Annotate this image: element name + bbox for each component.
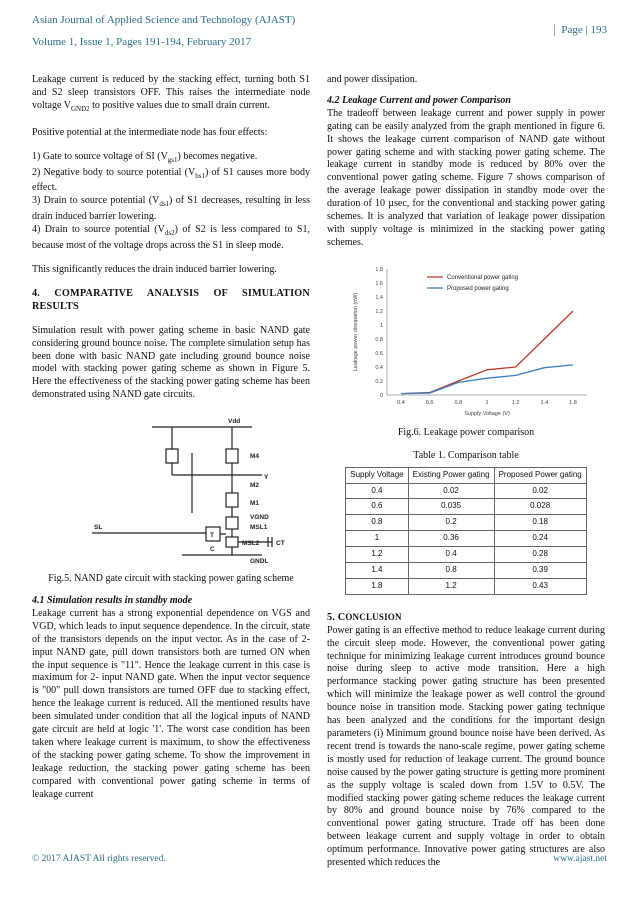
section-heading: 5. CONCLUSION — [327, 611, 402, 623]
y-tick-label: 1.2 — [375, 308, 383, 315]
effect-item: 1) Gate to source voltage of SI $(V_{gs1})$ becomes negative. — [32, 150, 258, 164]
table-row — [346, 578, 586, 594]
table-row — [346, 531, 586, 547]
x-tick-label: 0.4 — [397, 399, 405, 406]
table-row — [346, 483, 586, 499]
x-tick-label: 0.8 — [454, 399, 463, 406]
effect-item: 3) Drain to source potential $(V_{ds1})$ of S1 decreases, resulting in less drain induced barrier lowering. — [32, 195, 310, 223]
table-row — [346, 547, 586, 563]
effect-item: 2) Negative body to source potential $(V_{bs1})$ of S1 causes more body effect. — [32, 166, 310, 194]
fig5-label: Vdd — [228, 418, 241, 426]
y-tick-label: 1.8 — [375, 266, 383, 273]
fig5-label: VGND — [250, 514, 269, 522]
table-caption: Table 1. Comparison table — [413, 449, 519, 461]
fig5-label: M2 — [250, 482, 260, 490]
y-axis-label: Leakage power dissipation (nW) — [353, 292, 359, 372]
figure-caption: Fig.6. Leakage power comparison — [397, 426, 535, 438]
paragraph: This significantly reduces the drain induced barrier lowering. — [32, 263, 277, 275]
volume-info: Volume 1, Issue 1, Pages 191-194, February 2017 — [32, 36, 252, 48]
fig5-label: M4 — [250, 453, 260, 461]
table-header: Existing Power gating — [408, 467, 494, 483]
x-axis-label: Supply Voltage (V) — [464, 410, 510, 417]
y-tick-label: 1.6 — [375, 280, 383, 287]
paragraph: Leakage current is reduced by the stacking effect, turning both S1 and S2 sleep transistors OFF. This raises the intermediate node voltage $V_{GND2}$ to positive values due to small drain current. — [32, 74, 310, 113]
x-tick-label: 1.8 — [569, 399, 577, 406]
y-tick-label: 0.8 — [375, 336, 383, 343]
table-cell: 0.4 — [408, 547, 494, 563]
table-cell: 0.8 — [346, 515, 408, 531]
right-column — [327, 74, 605, 881]
fig5-label: M1 — [250, 500, 260, 508]
table-cell: 0.43 — [494, 578, 586, 594]
fig5-label: CT — [276, 540, 285, 548]
table-cell: 0.18 — [494, 515, 586, 531]
paragraph: Leakage current has a strong exponential dependence on VGS and VGD, which leads to input sequence dependence. In the circuit, state of the transistors depends on the input vector. As in the case of 2- input NAND gate, pull down transistors both are turned ON when the input sequence is "11". Hence the leakage current in this case is maximum for 2- input NAND gate. When the input vector sequence is "00" pull down transistors are turned OFF due to stacking effect, hence the leakage current is reduced. All the mentioned results have been simulated under condition that all the logical inputs of NAND gate circuit are held at logic '1'. The worst case condition has been taken where leakage current is maximum, to show the effectiveness of the stacking power gating scheme. To show the improvement in leakage reduction, the stacking power gating scheme has been compared with conventional power gating scheme in terms of leakage current — [32, 607, 310, 800]
nand-circuit-figure — [32, 413, 310, 563]
table-cell: 1.8 — [346, 578, 408, 594]
y-tick-label: 0.6 — [375, 350, 383, 357]
page-footer — [32, 854, 607, 864]
website-link[interactable]: www.ajast.net — [553, 854, 607, 864]
paragraph: and power dissipation. — [327, 74, 418, 85]
leakage-power-chart — [347, 261, 597, 421]
comparison-table — [345, 467, 586, 595]
table-row — [346, 515, 586, 531]
table-row — [346, 563, 586, 579]
table-cell: 0.035 — [408, 499, 494, 515]
table-cell: 1.2 — [346, 547, 408, 563]
effect-item: 4) Drain to source potential $(V_{ds2})$ of S2 is less compared to S1, because most of the voltage drops across the S1 in sleep mode. — [32, 224, 310, 252]
table-cell: 0.8 — [408, 563, 494, 579]
x-tick-label: 0.6 — [425, 399, 434, 406]
section-heading: 4. COMPARATIVE ANALYSIS OF SIMULATION RESULTS — [32, 287, 310, 312]
table-cell: 0.028 — [494, 499, 586, 515]
legend-label: Conventional power gating — [447, 274, 519, 281]
table-cell: 0.02 — [408, 483, 494, 499]
left-column — [32, 74, 310, 813]
y-tick-label: 1.4 — [375, 294, 383, 301]
table-cell: 1 — [346, 531, 408, 547]
table-cell: 0.39 — [494, 563, 586, 579]
table-cell: 0.2 — [408, 515, 494, 531]
page-number: Page | 193 — [554, 24, 607, 36]
series-line-conventional — [401, 311, 573, 394]
figure-caption: Fig.5. NAND gate circuit with stacking power gating scheme — [48, 573, 294, 585]
table-cell: 0.28 — [494, 547, 586, 563]
table-cell: 0.36 — [408, 531, 494, 547]
x-tick-label: 1 — [485, 399, 489, 406]
fig5-label: C — [210, 546, 215, 554]
table-cell: 1.4 — [346, 563, 408, 579]
journal-title: Asian Journal of Applied Science and Technology (AJAST) — [32, 14, 296, 26]
fig5-label: GNDL — [250, 558, 269, 564]
fig5-label: MSL1 — [250, 524, 268, 532]
paragraph: Positive potential at the intermediate node has four effects: — [32, 126, 268, 138]
y-tick-label: 0 — [379, 392, 383, 399]
y-tick-label: 0.2 — [375, 378, 383, 385]
table-cell: 0.4 — [346, 483, 408, 499]
table-cell: 1.2 — [408, 578, 494, 594]
table-cell: 0.02 — [494, 483, 586, 499]
copyright: © 2017 AJAST All rights reserved. — [32, 854, 166, 864]
x-tick-label: 1.2 — [511, 399, 520, 406]
x-tick-label: 1.4 — [540, 399, 549, 406]
legend-label: Proposed power gating — [447, 285, 509, 292]
y-tick-label: 1 — [379, 322, 383, 329]
paragraph: The tradeoff between leakage current and power supply in power gating can be easily analyzed from the graph mentioned in figure 6. It shows the leakage current comparison of NAND gate without power gating scheme and with stacking power gating scheme. The leakage current in standby mode is reduced by 80% over the conventional power gating scheme. Figure 7 shows comparison of the average leakage power dissipation in standby mode over the duration of 10 µsec, for the conventional and stacking power gating schemes. It is analyzed that variation of leakage power dissipation with supply voltage is minimized in the stacking power gating schemes. — [327, 107, 605, 248]
fig5-label: Y — [264, 474, 269, 482]
table-header: Supply Voltage — [346, 467, 408, 483]
fig5-label: MSL2 — [242, 540, 260, 548]
fig5-label: SL — [94, 524, 103, 532]
subsection-heading: 4.1 Simulation results in standby mode — [32, 595, 193, 607]
paragraph: Power gating is an effective method to reduce leakage current during the circuit sleep mode. However, the conventional power gating technique for minimizing leakage current introduces ground bounce noise during sleep to active mode transition. Here a high performance stacking power gating structure has been presented which will minimize the leakage power as well control the ground bounce noise in transition mode. Stacking power gating technique has been analyzed and the conditions for the important design parameters (i) Minimum ground bounce noise have been derived. As recent trend is towards the nano-scale regime, power gating scheme is mostly used for reduction of leakage current. The ground bounce noise caused by the power gating structure is getting more prominent as the supply voltage is scaled down from 1.5V to 0.5V. The modified stacking power gating scheme reduces the leakage current by 80% and ground bounce noise by 76% compared to the conventional power gating structure. Trade off has been done between leakage current and supply voltage in order to obtain optimum performance. Innovative power gating structures are also presented which reduces the — [327, 624, 605, 869]
y-tick-label: 0.4 — [375, 364, 383, 371]
table-cell: 0.6 — [346, 499, 408, 515]
page-header — [32, 14, 607, 52]
subsection-heading: 4.2 Leakage Current and power Comparison — [327, 94, 511, 106]
table-row — [346, 499, 586, 515]
table-header: Proposed Power gating — [494, 467, 586, 483]
paragraph: Simulation result with power gating scheme in basic NAND gate considering ground bounce noise. The complete simulation setup has been done with basic NAND gate including ground bounce noise model with stacking power gating scheme as shown in Figure 5. Here the effectiveness of the stacking power gating scheme has been demonstrated using NAND gate circuits. — [32, 324, 310, 401]
fig5-label: T — [210, 532, 214, 540]
table-cell: 0.24 — [494, 531, 586, 547]
